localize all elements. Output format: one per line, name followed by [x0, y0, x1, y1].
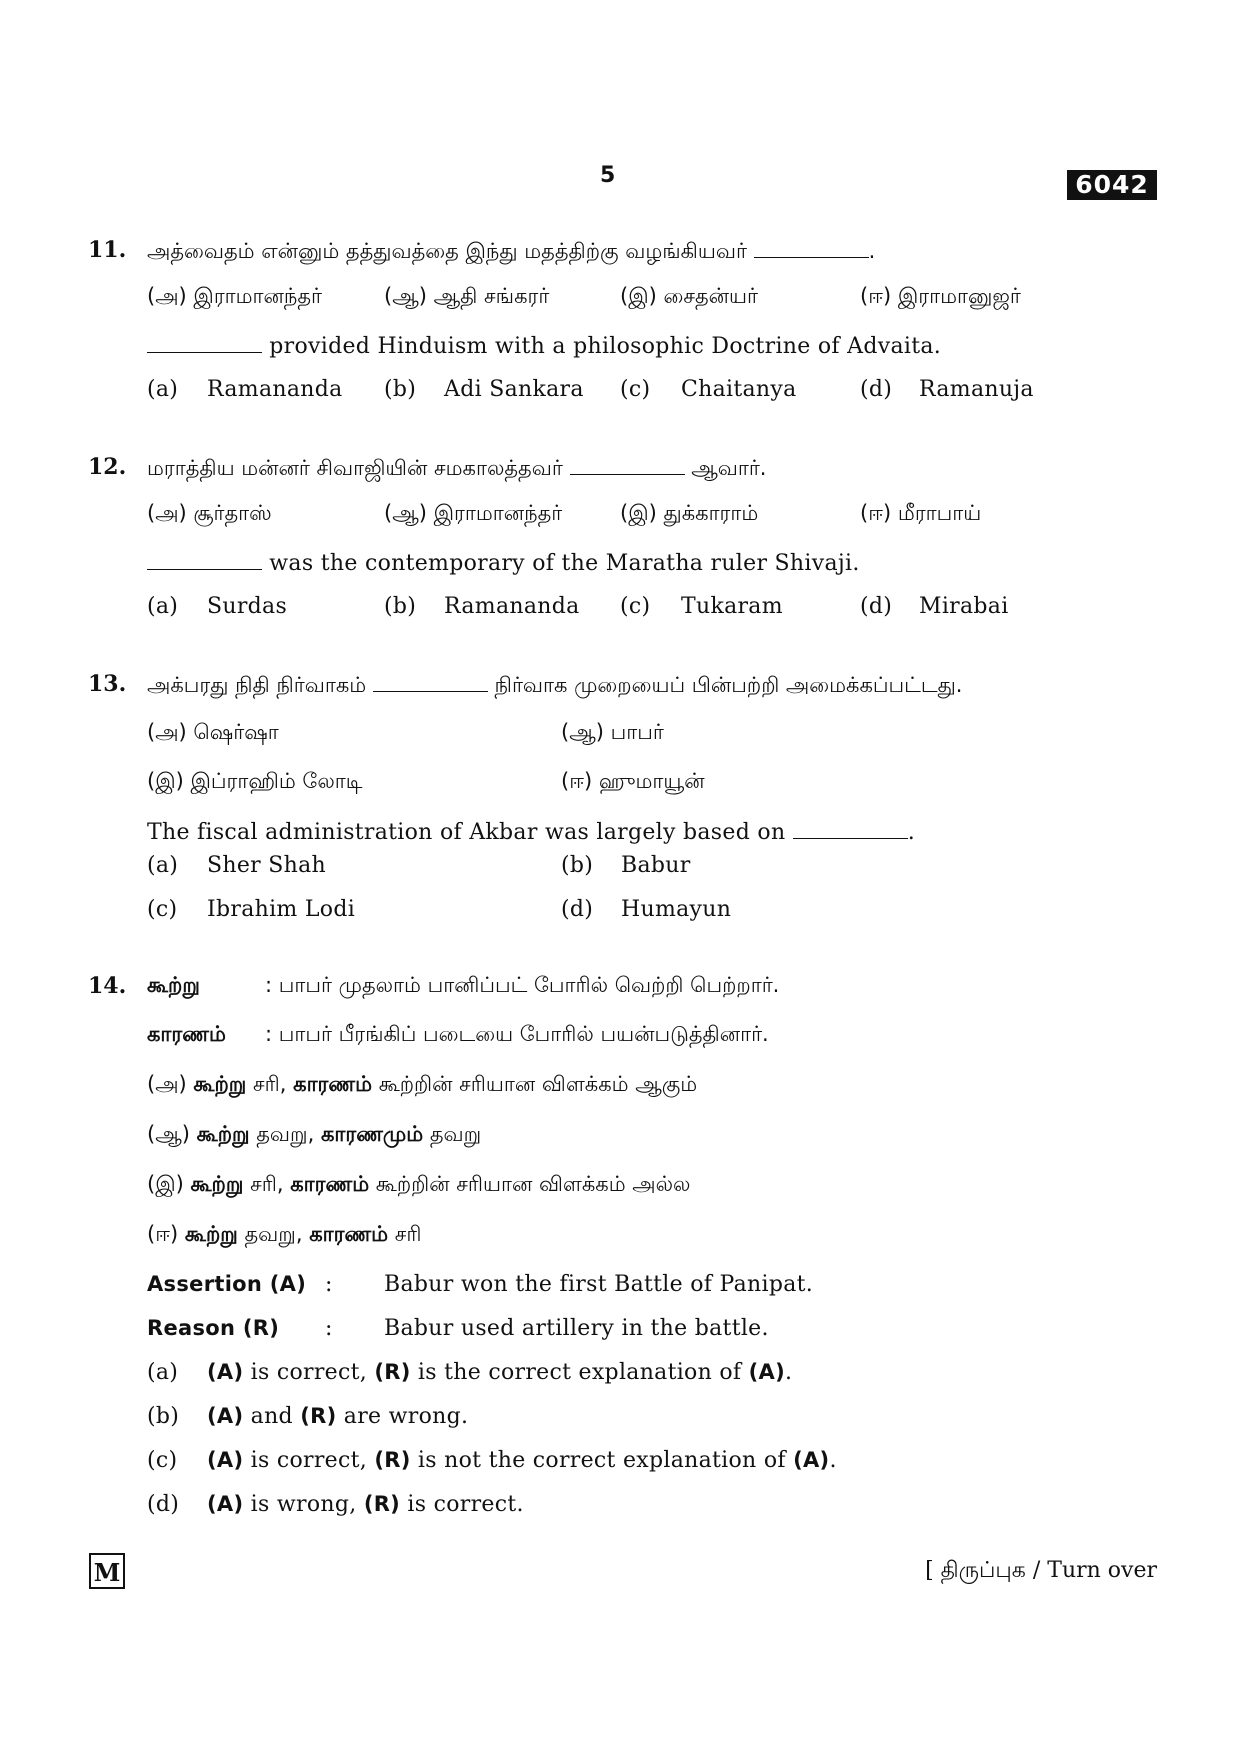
- keyword-reason: காரணமும்: [320, 1122, 424, 1146]
- question-number-12: 12.: [88, 454, 127, 480]
- keyword-assertion: கூற்று: [190, 1172, 244, 1196]
- option-text: is correct,: [243, 1360, 375, 1385]
- q11-en-letter-c: (c): [620, 377, 651, 402]
- q13-en-letter-b: (b): [561, 853, 594, 878]
- q12-en-letter-d: (d): [860, 594, 893, 619]
- q14-ta-assertion-label: கூற்று: [147, 973, 200, 997]
- option-text: சரி: [394, 1222, 422, 1246]
- option-text: கூற்றின் சரியான விளக்கம் ஆகும்: [378, 1072, 698, 1096]
- q13-en-letter-c: (c): [147, 897, 178, 922]
- q13-en-letter-d: (d): [561, 897, 594, 922]
- fill-blank: [373, 673, 488, 692]
- q14-en-option-c: [207, 1448, 837, 1473]
- q13-tamil-stem-text: அக்பரது நிதி நிர்வாகம்: [147, 673, 367, 697]
- option-text: is wrong,: [243, 1492, 364, 1517]
- keyword-assertion: கூற்று: [196, 1122, 250, 1146]
- q12-en-letter-a: (a): [147, 594, 179, 619]
- q11-tamil-stem-text: அத்வைதம் என்னும் தத்துவத்தை இந்து மதத்திற்கு வழங்கியவர்: [147, 239, 747, 263]
- q13-en-letter-a: (a): [147, 853, 179, 878]
- q12-ta-option-d: (ஈ) மீராபாய்: [860, 501, 982, 525]
- symbol-a: (A): [207, 1492, 244, 1516]
- q12-en-option-a: Surdas: [207, 594, 288, 619]
- q11-en-option-c: Chaitanya: [681, 377, 797, 402]
- fill-blank: [793, 820, 908, 839]
- option-text: .: [829, 1448, 837, 1473]
- q12-ta-option-c: (இ) துக்காராம்: [620, 501, 759, 525]
- page-number: 5: [600, 163, 616, 188]
- q13-ta-option-c: (இ) இப்ராஹிம் லோடி: [147, 769, 363, 793]
- q12-en-option-b: Ramananda: [444, 594, 580, 619]
- symbol-a: (A): [793, 1448, 830, 1472]
- option-text: தவறு,: [256, 1122, 315, 1146]
- q11-en-letter-b: (b): [384, 377, 417, 402]
- option-text: சரி,: [253, 1072, 287, 1096]
- q12-tamil-stem-end: ஆவார்.: [691, 456, 767, 480]
- symbol-a: (A): [748, 1360, 786, 1384]
- q11-ta-option-a: (அ) இராமானந்தர்: [147, 284, 323, 308]
- option-text: are wrong.: [336, 1404, 469, 1429]
- q11-en-option-b: Adi Sankara: [444, 377, 584, 402]
- q12-en-option-c: Tukaram: [681, 594, 783, 619]
- option-text: தவறு: [429, 1122, 482, 1146]
- q11-en-option-a: Ramananda: [207, 377, 343, 402]
- q12-tamil-stem: [147, 454, 766, 482]
- q11-ta-option-c: (இ) சைதன்யர்: [620, 284, 759, 308]
- q14-ta-reason-text: : பாபர் பீரங்கிப் படையை போரில் பயன்படுத்தினார்.: [265, 1022, 769, 1046]
- q14-en-option-b: [207, 1404, 468, 1429]
- symbol-a: (A): [207, 1360, 244, 1384]
- q11-tamil-stem: [147, 237, 875, 265]
- q11-english-stem: [147, 333, 941, 361]
- fill-blank: [754, 239, 869, 258]
- keyword-reason: காரணம்: [293, 1072, 373, 1096]
- q14-en-letter-c: (c): [147, 1448, 178, 1473]
- q11-ta-option-d: (ஈ) இராமானுஜர்: [860, 284, 1021, 308]
- q14-ta-option-c: [147, 1172, 690, 1199]
- q11-tamil-stem-end: .: [868, 239, 876, 263]
- q11-en-letter-a: (a): [147, 377, 179, 402]
- q13-tamil-stem: [147, 671, 962, 699]
- q13-en-option-a: Sher Shah: [207, 853, 326, 878]
- medium-mark-badge: M: [89, 1553, 125, 1589]
- q12-ta-option-a: (அ) சூர்தாஸ்: [147, 501, 272, 525]
- fill-blank: [147, 334, 262, 353]
- q14-en-reason-label: Reason (R): [147, 1316, 280, 1340]
- q13-en-option-c: Ibrahim Lodi: [207, 897, 356, 922]
- q13-tamil-stem-end: நிர்வாக முறையைப் பின்பற்றி அமைக்கப்பட்டது.: [494, 673, 963, 697]
- q14-en-assertion-colon: :: [325, 1272, 333, 1297]
- q14-en-assertion-label: Assertion (A): [147, 1272, 307, 1296]
- fill-blank: [147, 551, 262, 570]
- q14-en-option-d: [207, 1492, 524, 1517]
- symbol-a: (A): [207, 1404, 244, 1428]
- keyword-assertion: கூற்று: [184, 1222, 238, 1246]
- option-text: .: [785, 1360, 793, 1385]
- q13-english-stem: [147, 819, 915, 847]
- q13-en-option-d: Humayun: [621, 897, 732, 922]
- q14-en-letter-d: (d): [147, 1492, 180, 1517]
- q12-en-letter-c: (c): [620, 594, 651, 619]
- question-number-13: 13.: [88, 671, 127, 697]
- q13-ta-option-b: (ஆ) பாபர்: [561, 720, 664, 744]
- q14-en-reason-text: Babur used artillery in the battle.: [384, 1316, 769, 1341]
- q13-ta-option-a: (அ) ஷெர்ஷா: [147, 720, 279, 744]
- q14-ta-option-b: [147, 1122, 481, 1149]
- option-text: is not the correct explanation of: [410, 1448, 794, 1473]
- q14-en-letter-b: (b): [147, 1404, 180, 1429]
- keyword-reason: காரணம்: [309, 1222, 389, 1246]
- option-text: is correct,: [243, 1448, 375, 1473]
- symbol-r: (R): [300, 1404, 337, 1428]
- q13-en-option-b: Babur: [621, 853, 691, 878]
- q14-ta-option-a: [147, 1072, 697, 1099]
- q13-ta-option-d: (ஈ) ஹுமாயூன்: [561, 769, 705, 793]
- option-text: கூற்றின் சரியான விளக்கம் அல்ல: [375, 1172, 691, 1196]
- q11-en-letter-d: (d): [860, 377, 893, 402]
- symbol-r: (R): [363, 1492, 401, 1516]
- q14-en-assertion-text: Babur won the first Battle of Panipat.: [384, 1272, 814, 1297]
- option-text: and: [243, 1404, 301, 1429]
- keyword-reason: காரணம்: [290, 1172, 370, 1196]
- q14-ta-option-d: [147, 1222, 422, 1249]
- symbol-r: (R): [374, 1448, 411, 1472]
- q12-ta-option-b: (ஆ) இராமானந்தர்: [384, 501, 563, 525]
- q11-en-option-d: Ramanuja: [919, 377, 1034, 402]
- q11-english-stem-text: provided Hinduism with a philosophic Doctrine of Advaita.: [269, 334, 942, 359]
- q14-en-option-a: [207, 1360, 792, 1385]
- q14-ta-assertion-text: : பாபர் முதலாம் பானிப்பட் போரில் வெற்றி பெற்றார்.: [265, 973, 780, 997]
- question-number-11: 11.: [88, 237, 127, 263]
- q12-tamil-stem-text: மராத்திய மன்னர் சிவாஜியின் சமகாலத்தவர்: [147, 456, 563, 480]
- option-text: சரி,: [250, 1172, 284, 1196]
- fill-blank: [570, 456, 685, 475]
- paper-code-badge: 6042: [1067, 170, 1157, 200]
- keyword-assertion: கூற்று: [193, 1072, 247, 1096]
- q12-english-stem: [147, 550, 860, 578]
- symbol-r: (R): [374, 1360, 411, 1384]
- option-text: is correct.: [400, 1492, 524, 1517]
- q13-english-stem-end: .: [907, 820, 916, 845]
- option-text: is the correct explanation of: [410, 1360, 749, 1385]
- option-letter: (ஆ): [147, 1122, 190, 1146]
- option-letter: (ஈ): [147, 1222, 179, 1246]
- q12-en-letter-b: (b): [384, 594, 417, 619]
- q14-en-reason-colon: :: [325, 1316, 333, 1341]
- q11-ta-option-b: (ஆ) ஆதி சங்கரர்: [384, 284, 550, 308]
- q12-en-option-d: Mirabai: [919, 594, 1009, 619]
- q12-english-stem-text: was the contemporary of the Maratha ruler Shivaji.: [269, 551, 860, 576]
- option-letter: (இ): [147, 1172, 184, 1196]
- q14-ta-reason-label: காரணம்: [147, 1022, 226, 1046]
- q13-english-stem-text: The fiscal administration of Akbar was largely based on: [147, 820, 786, 845]
- option-letter: (அ): [147, 1072, 187, 1096]
- option-text: தவறு,: [244, 1222, 303, 1246]
- symbol-a: (A): [207, 1448, 244, 1472]
- q14-en-letter-a: (a): [147, 1360, 179, 1385]
- turn-over-note: [ திருப்புக / Turn over: [925, 1558, 1157, 1583]
- question-number-14: 14.: [88, 973, 127, 999]
